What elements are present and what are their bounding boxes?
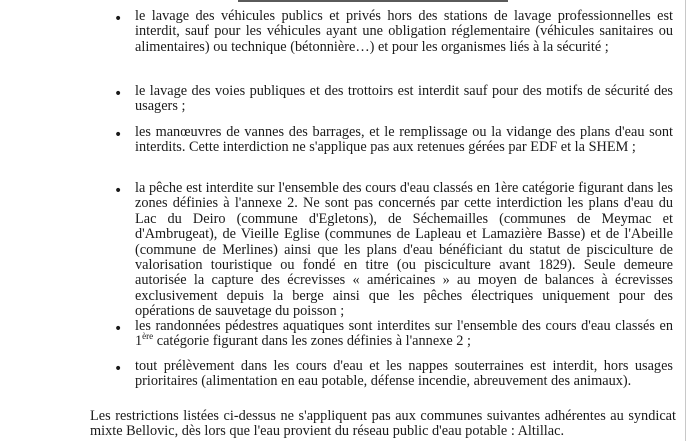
list-item-text — [135, 319, 673, 350]
list-item-text: tout prélèvement dans les cours d'eau et les nappes souterraines est interdit, hors usages prioritaires (alimentation en eau potable, défense incendie, abreuvement des animaux). — [135, 358, 673, 390]
list-item-text: la pêche est interdite sur l'ensemble des cours d'eau classés en 1ère catégorie figurant dans les zones définies à l'annexe 2. Ne sont pas concernés par cette interdiction les plans d'eau du Lac du Deiro (commune d'Egletons), de Séchemailles (communes de Meymac et d'Ambrugeat), de Vieille Eglise (communes de Lapleau et Lamazière Basse) et de l'Abeille (commune de Merlines) ainsi que les plans d'eau bénéficiant du statut de pisciculture de valorisation touristique ou fondé en titre (ou pisciculture avant 1829). Seule demeure autorisée la capture des écrevisses « américaines » au moyen de balances à écrevisses exclusivement depuis la berge ainsi que les pêches électriques uniquement pour des opérations de sauvetage du poisson ; — [135, 180, 673, 320]
bullet-marker: • — [114, 183, 123, 199]
list-item-text: le lavage des véhicules publics et privés hors des stations de lavage professionnelles est interdit, sauf pour les véhicules ayant une obligation réglementaire (véhicules sanitaires ou alimentaires) ou technique (bétonnière…) et pour les organismes liés à la sécurité ; — [135, 8, 673, 55]
list-item-text-end: catégorie figurant dans les zones définies à l'annexe 2 ; — [153, 333, 471, 350]
bullet-marker: • — [114, 127, 123, 143]
ordinal-superscript: ère — [142, 331, 154, 342]
bullet-marker: • — [114, 11, 123, 27]
bullet-marker: • — [114, 321, 123, 337]
bullet-marker: • — [114, 361, 123, 377]
list-item-text: les manœuvres de vannes des barrages, et le remplissage ou la vidange des plans d'eau sont interdits. Cette interdiction ne s'applique pas aux retenues gérées par EDF et la SHEM ; — [135, 124, 673, 156]
list-item-text: le lavage des voies publiques et des trottoirs est interdit sauf pour des motifs de sécurité des usagers ; — [135, 83, 673, 115]
page-edge-line — [685, 0, 686, 441]
top-cut-line — [238, 0, 508, 2]
bullet-marker: • — [114, 86, 123, 102]
conclusion-paragraph: Les restrictions listées ci-dessus ne s'appliquent pas aux communes suivantes adhérentes au syndicat mixte Bellovic, dès lors que l'eau provient du réseau public d'eau potable : Altillac. — [90, 408, 676, 440]
list-item-text-start: les randonnées pédestres aquatiques sont interdites sur l'ensemble des cours d'eau classés en 1 — [135, 318, 673, 350]
